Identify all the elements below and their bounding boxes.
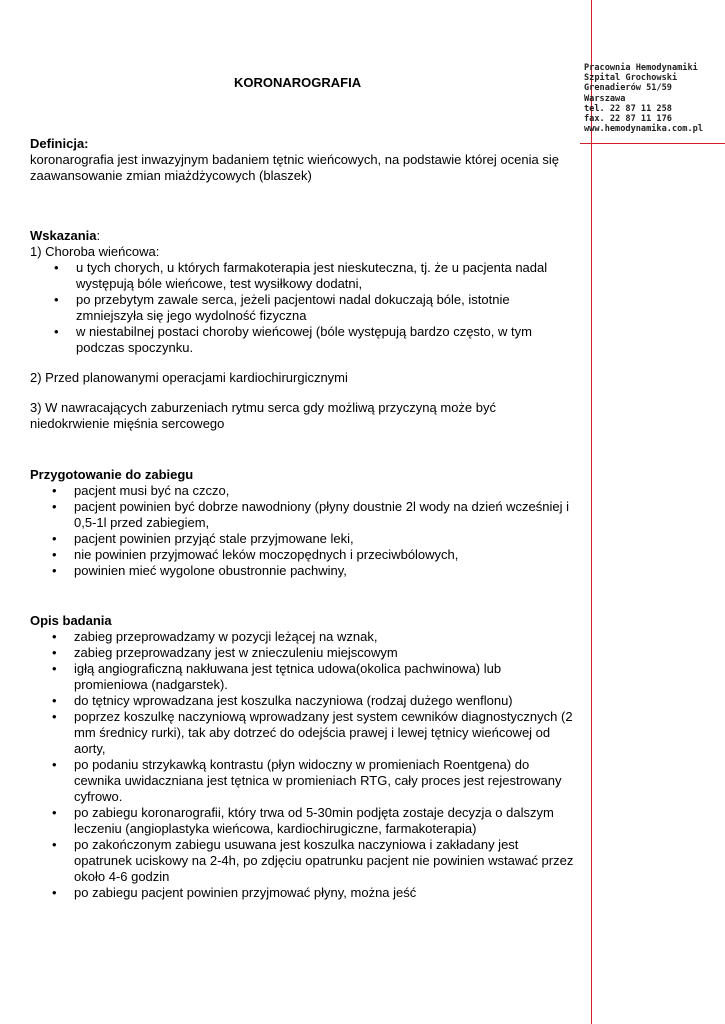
list-item: • po zabiegu koronarografii, który trwa od 5-30min podjęta zostaje decyzja o dalszym leczeniu (angioplastyka wieńcowa, kardiochirugiczne, farmakoterapia) bbox=[30, 805, 575, 837]
indication-1-list bbox=[30, 260, 575, 356]
indications-colon: : bbox=[96, 228, 101, 243]
institution-name: Pracownia Hemodynamiki bbox=[584, 63, 698, 73]
contact-header bbox=[584, 63, 724, 134]
phone: tel. 22 87 11 258 bbox=[584, 103, 672, 114]
document-body bbox=[30, 136, 575, 901]
fax: fax. 22 87 11 176 bbox=[584, 114, 672, 125]
list-item: • do tętnicy wprowadzana jest koszulka naczyniowa (rodzaj dużego wenflonu) bbox=[30, 693, 575, 709]
list-item: • pacjent powinien być dobrze nawodniony (płyny doustnie 2l wody na dzień wcześniej i 0,5-1l przed zabiegiem, bbox=[30, 499, 575, 531]
indications-heading: Wskazania bbox=[30, 228, 97, 243]
website: www.hemodynamika.com.pl bbox=[584, 124, 703, 135]
list-item: • po zabiegu pacjent powinien przyjmować płyny, można jeść bbox=[30, 885, 575, 901]
list-item: • po podaniu strzykawką kontrastu (płyn widoczny w promieniach Roentgena) do cewnika uwidaczniana jest tętnica w promieniach RTG, cały proces jest rejestrowany cyfrowo. bbox=[30, 757, 575, 805]
list-item: • poprzez koszulkę naczyniową wprowadzany jest system cewników diagnostycznych (2 mm średnicy rurki), tak aby dotrzeć do odejścia prawej i lewej tętnicy wieńcowej od aorty, bbox=[30, 709, 575, 757]
list-item: • pacjent musi być na czczo, bbox=[30, 483, 575, 499]
list-item: • po przebytym zawale serca, jeżeli pacjentowi nadal dokuczają bóle, istotnie zmniejszyła się jego wydolność fizyczna bbox=[30, 292, 575, 324]
indication-3: 3) W nawracających zaburzeniach rytmu serca gdy możliwą przyczyną może być niedokrwienie mięśnia sercowego bbox=[30, 400, 497, 431]
list-item: • u tych chorych, u których farmakoterapia jest nieskuteczna, tj. że u pacjenta nadal występują bóle wieńcowe, test wysiłkowy dodatni, bbox=[30, 260, 575, 292]
list-item: • nie powinien przyjmować leków moczopędnych i przeciwbólowych, bbox=[30, 547, 575, 563]
indications-heading-line bbox=[30, 228, 575, 244]
street-address: Grenadierów 51/59 bbox=[584, 83, 672, 94]
procedure-heading: Opis badania bbox=[30, 613, 112, 628]
preparation-heading: Przygotowanie do zabiegu bbox=[30, 467, 194, 482]
list-item: • w niestabilnej postaci choroby wieńcowej (bóle występują bardzo często, w tym podczas spoczynku. bbox=[30, 324, 575, 356]
list-item: • pacjent powinien przyjąć stale przyjmowane leki, bbox=[30, 531, 575, 547]
list-item: • powinien mieć wygolone obustronnie pachwiny, bbox=[30, 563, 575, 579]
document-title: KORONAROGRAFIA bbox=[234, 75, 362, 90]
margin-line-horizontal bbox=[580, 143, 725, 144]
list-item: • po zakończonym zabiegu usuwana jest koszulka naczyniowa i zakładany jest opatrunek uciskowy na 2-4h, po zdjęciu opatrunku pacjent nie powinien wstawać przez około 4-6 godzin bbox=[30, 837, 575, 885]
list-item: • zabieg przeprowadzany jest w znieczuleniu miejscowym bbox=[30, 645, 575, 661]
list-item: • igłą angiograficzną nakłuwana jest tętnica udowa(okolica pachwinowa) lub promieniowa (nadgarstek). bbox=[30, 661, 575, 693]
definition-text: koronarografia jest inwazyjnym badaniem tętnic wieńcowych, na podstawie której ocenia się zaawansowanie zmian miażdżycowych (blaszek) bbox=[30, 152, 559, 183]
indication-2: 2) Przed planowanymi operacjami kardiochirurgicznymi bbox=[30, 370, 348, 385]
definition-heading: Definicja: bbox=[30, 136, 89, 151]
list-item: • zabieg przeprowadzamy w pozycji leżącej na wznak, bbox=[30, 629, 575, 645]
preparation-list bbox=[30, 483, 575, 579]
procedure-list bbox=[30, 629, 575, 901]
city: Warszawa bbox=[584, 93, 626, 104]
hospital-name: Szpital Grochowski bbox=[584, 73, 678, 84]
margin-line-vertical bbox=[591, 0, 592, 1024]
indication-1: 1) Choroba wieńcowa: bbox=[30, 244, 160, 259]
